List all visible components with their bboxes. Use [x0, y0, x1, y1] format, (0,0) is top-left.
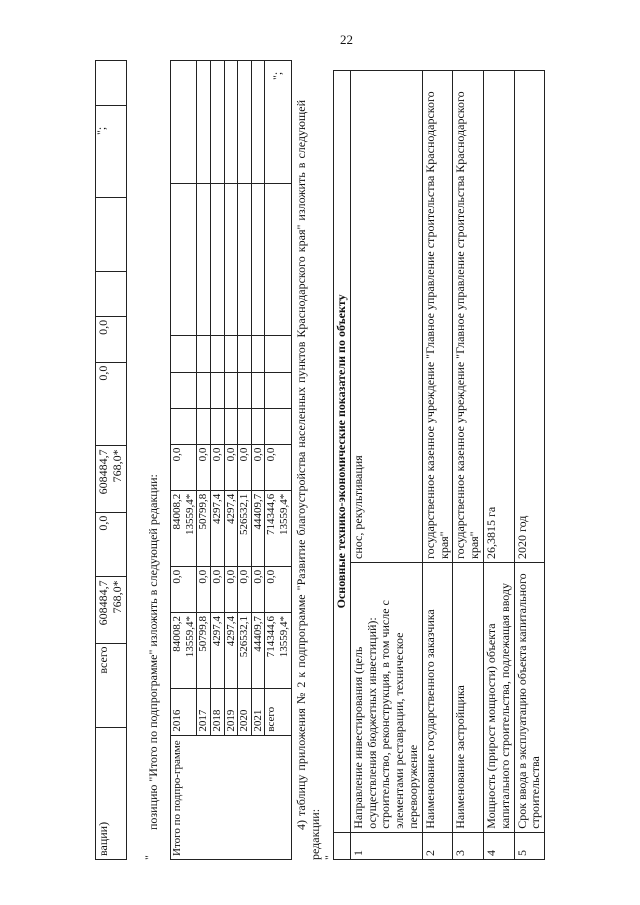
- budget-table-fragment: [95, 60, 127, 860]
- empty-cell: [224, 372, 238, 408]
- value-cell: 526532,1: [238, 613, 252, 689]
- empty-cell: [238, 336, 252, 372]
- empty-cell: [210, 372, 224, 408]
- empty-cell: [238, 408, 252, 444]
- empty-cell: [96, 198, 127, 271]
- value-cell: 608484,7 768,0*: [96, 446, 127, 512]
- value-cell: 84008,2 13559,4*: [171, 613, 197, 689]
- value-cell: 50799,8: [197, 490, 211, 566]
- value-cell: 0,0: [251, 566, 265, 612]
- empty-cell: [251, 61, 265, 184]
- year-cell: 2019: [224, 689, 238, 736]
- row-number: 4: [483, 832, 514, 859]
- paragraph-4: 4) таблицу приложения № 2 к подпрограмме "Развитие благоустройства населенных пунктов Краснодарского края" изложить в следующей редакции:: [294, 100, 322, 860]
- year-cell: всего: [265, 689, 291, 736]
- rotated-content: [95, 60, 610, 860]
- kind-cell: всего: [96, 643, 127, 727]
- table-row: [514, 71, 545, 860]
- empty-cell: [224, 336, 238, 372]
- closing-mark: ";: [94, 126, 108, 135]
- value-cell: 0,0: [171, 566, 197, 612]
- value-cell: 526532,1: [238, 490, 252, 566]
- empty-cell: [210, 408, 224, 444]
- empty-cell: [197, 408, 211, 444]
- indicator-value: снос, рекультивация: [350, 71, 422, 563]
- value-cell: 0,0: [224, 566, 238, 612]
- value-cell: 0,0: [265, 444, 291, 490]
- indicator-value: государственное казенное учреждение "Главное управление строительства Краснодарского края": [422, 71, 453, 563]
- empty-cell: [224, 61, 238, 184]
- empty-cell: [251, 372, 265, 408]
- empty-cell: [171, 336, 197, 372]
- year-cell: 2021: [251, 689, 265, 736]
- table-row: [171, 61, 197, 860]
- subtotal-table: [170, 60, 292, 860]
- row-label: вации): [96, 727, 127, 859]
- indicator-label: Срок ввода в эксплуатацию объекта капитального строительства: [514, 563, 545, 833]
- indicators-header: Основные технико-экономические показатели по объекту: [334, 71, 351, 833]
- indicator-value: государственное казенное учреждение "Главное управление строительства Краснодарского края": [453, 71, 484, 563]
- indicator-label: Наименование застройщика: [453, 563, 484, 833]
- empty-cell: [171, 372, 197, 408]
- value-cell: 0,0: [197, 566, 211, 612]
- table-row: [96, 61, 127, 860]
- value-cell: 0,0: [251, 444, 265, 490]
- value-cell: 714344,6 13559,4*: [265, 490, 291, 566]
- row-number: 5: [514, 832, 545, 859]
- empty-cell: [224, 184, 238, 336]
- value-cell: 0,0: [224, 444, 238, 490]
- empty-cell: [171, 184, 197, 336]
- indicator-value: 2020 год: [514, 71, 545, 563]
- year-cell: 2020: [238, 689, 252, 736]
- empty-cell: [210, 61, 224, 184]
- intro-text: позицию "Итого по подпрограмме" изложить в следующей редакции:: [146, 474, 160, 830]
- year-cell: 2018: [210, 689, 224, 736]
- value-cell: 4297,4: [224, 490, 238, 566]
- value-cell: 0,0: [210, 566, 224, 612]
- value-cell: 44409,7: [251, 490, 265, 566]
- value-cell: 4297,4: [210, 613, 224, 689]
- value-cell: 0,0: [210, 444, 224, 490]
- table-row: [483, 71, 514, 860]
- closing-mark: ";: [270, 71, 284, 80]
- empty-cell: [238, 372, 252, 408]
- subtotal-label: Итого по подпро-грамме: [171, 735, 292, 859]
- value-cell: 0,0: [96, 316, 127, 362]
- row-number: 1: [350, 832, 422, 859]
- indicator-label: Мощность (прирост мощности) объекта капитального строительства, подлежащая вводу: [483, 563, 514, 833]
- empty-cell: [210, 184, 224, 336]
- value-cell: 44409,7: [251, 613, 265, 689]
- empty-cell: [251, 408, 265, 444]
- row-number: 3: [453, 832, 484, 859]
- year-cell: 2016: [171, 689, 197, 736]
- empty-cell: [334, 832, 351, 859]
- page-number: 22: [340, 32, 353, 47]
- indicator-value: 26,3815 га: [483, 71, 514, 563]
- empty-cell: [96, 106, 127, 198]
- table-row: [422, 71, 453, 860]
- value-cell: 714344,6 13559,4*: [265, 613, 291, 689]
- indicator-label: Наименование государственного заказчика: [422, 563, 453, 833]
- indicator-label: Направление инвестирования (цель осуществления бюджетных инвестиций): строительство, реконструкция, в том числе с элементами реставрации, техническое перевооружение: [350, 563, 422, 833]
- opening-quote: ": [322, 855, 336, 860]
- empty-cell: [96, 271, 127, 316]
- value-cell: 4297,4: [210, 490, 224, 566]
- value-cell: 0,0: [171, 444, 197, 490]
- value-cell: 0,0: [238, 566, 252, 612]
- table-header-row: [334, 71, 351, 860]
- empty-cell: [96, 61, 127, 106]
- empty-cell: [238, 61, 252, 184]
- indicators-table: [333, 70, 545, 860]
- table-row: [453, 71, 484, 860]
- empty-cell: [197, 372, 211, 408]
- opening-quote: ": [142, 855, 156, 860]
- empty-cell: [265, 184, 291, 336]
- value-cell: 0,0: [238, 444, 252, 490]
- year-cell: 2017: [197, 689, 211, 736]
- value-cell: 0,0: [96, 362, 127, 446]
- empty-cell: [265, 408, 291, 444]
- empty-cell: [251, 336, 265, 372]
- empty-cell: [197, 61, 211, 184]
- empty-cell: [197, 336, 211, 372]
- value-cell: 84008,2 13559,4*: [171, 490, 197, 566]
- empty-cell: [265, 372, 291, 408]
- empty-cell: [171, 408, 197, 444]
- row-number: 2: [422, 832, 453, 859]
- empty-cell: [197, 184, 211, 336]
- empty-cell: [171, 61, 197, 184]
- empty-cell: [210, 336, 224, 372]
- empty-cell: [265, 336, 291, 372]
- value-cell: 0,0: [197, 444, 211, 490]
- value-cell: 608484,7 768,0*: [96, 577, 127, 643]
- empty-cell: [238, 184, 252, 336]
- empty-cell: [224, 408, 238, 444]
- value-cell: 0,0: [96, 512, 127, 577]
- empty-cell: [251, 184, 265, 336]
- value-cell: 4297,4: [224, 613, 238, 689]
- value-cell: 50799,8: [197, 613, 211, 689]
- table-row: [350, 71, 422, 860]
- value-cell: 0,0: [265, 566, 291, 612]
